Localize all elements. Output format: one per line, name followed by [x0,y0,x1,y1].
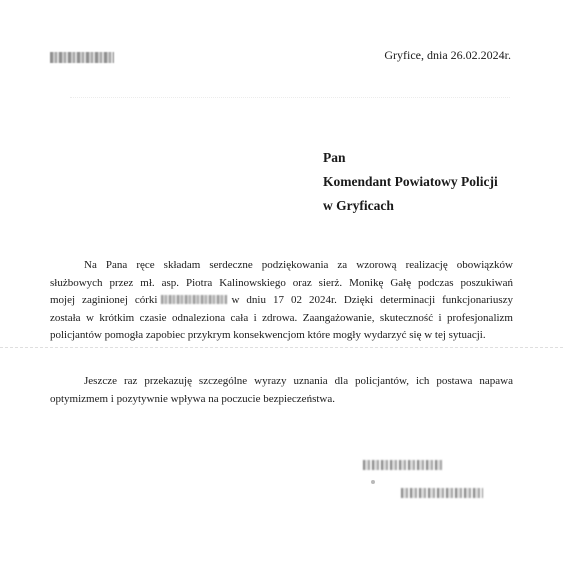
scan-artifact-line [0,347,563,348]
place-and-date: Gryfice, dnia 26.02.2024r. [384,48,511,62]
paragraph-line: Jeszcze raz przekazuję szczególne wyrazy uznania dla policjantów, ich postawa napawa [84,375,513,387]
signature-stroke [401,488,483,498]
signature-stroke [371,480,375,484]
paragraph-thanks [50,257,513,345]
redacted-sender-name [50,52,114,63]
redacted-daughter-name [161,295,227,304]
paragraph-line: służbowych przez mł. asp. Piotra Kalinowskiego oraz sierż. Monikę Gałę podczas poszukiwań [50,276,513,289]
paragraph-line: Na Pana ręce składam serdeczne podziękowania za wzorową realizację obowiązków [84,259,513,271]
addressee-line-2: Komendant Powiatowy Policji [323,174,498,189]
addressee-line-1: Pan [323,150,346,165]
paragraph-line: została w krótkim czasie odnaleziona cała i zdrowa. Zaangażowanie, skuteczność i profesjonalizm [50,311,513,324]
scan-artifact-line [70,97,510,98]
addressee-block [323,146,498,218]
redacted-signature [355,458,485,508]
paragraph-recognition [50,373,513,408]
paragraph-line-end: w dniu 17 02 2024r. Dzięki determinacji funkcjonariuszy [231,294,513,306]
paragraph-line-start: mojej zaginionej córki [50,294,158,306]
signature-stroke [363,460,443,470]
addressee-line-3: w Gryficach [323,198,394,213]
paragraph-line: optymizmem i pozytywnie wpływa na poczucie bezpieczeństwa. [50,392,335,405]
paragraph-line: policjantów pomogła zapobiec przykrym konsekwencjom które mogły wydarzyć się w tej sytuacji. [50,329,486,341]
paragraph-line-with-redaction [50,292,513,310]
